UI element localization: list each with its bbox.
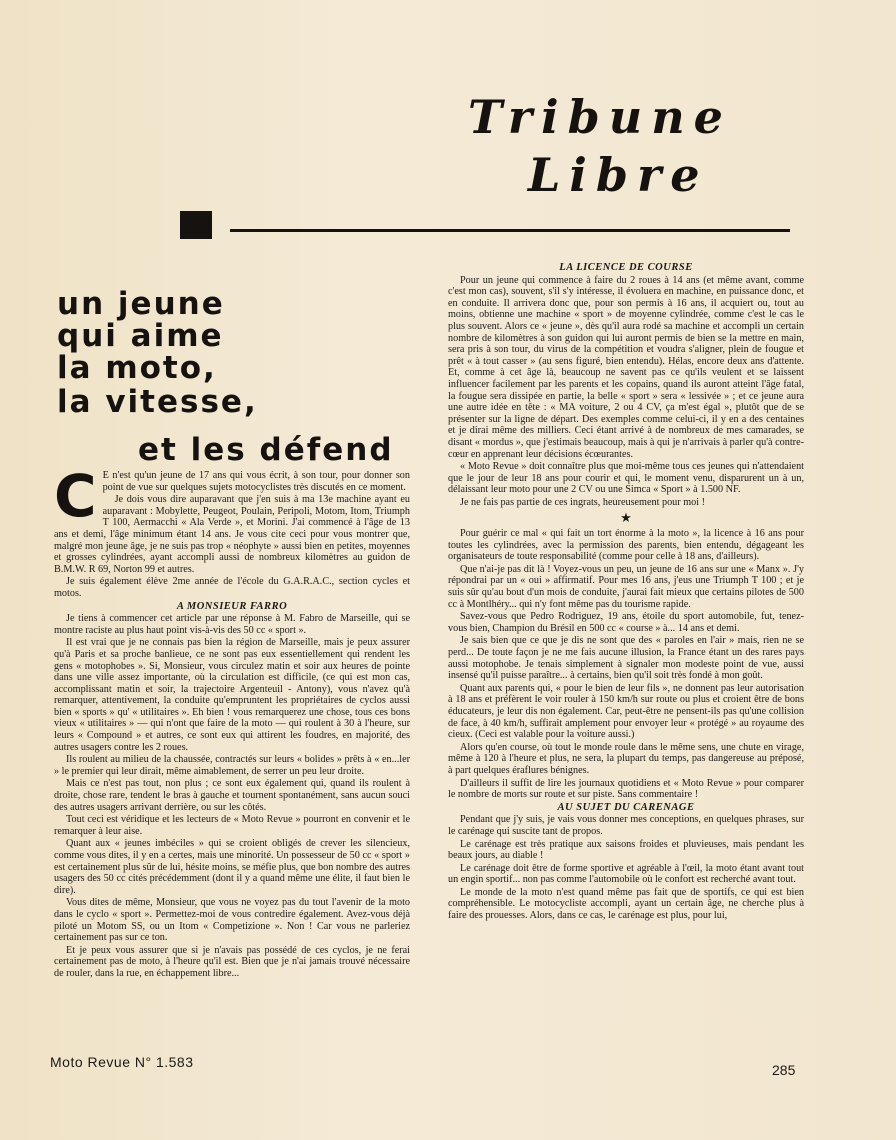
magazine-issue: Moto Revue N° 1.583 bbox=[50, 1054, 194, 1070]
paragraph: Le monde de la moto n'est quand même pas fait que de sportifs, ce qui est bien compréhensible. Le motocycliste accompli, ayant un certain âge, ne cherche plus à faire des prouesses. Alors, dans ce cas, le carénage est plus, pour lui, bbox=[448, 886, 804, 922]
paragraph: D'ailleurs il suffit de lire les journaux quotidiens et « Moto Revue » pour comparer le nombre de morts sur route et sur piste. Sans commentaire ! bbox=[448, 777, 804, 801]
paragraph: Et je peux vous assurer que si je n'avais pas possédé de ces cyclos, je ne ferai certainement pas de moto, à l'heure qu'il est. Bien que je n'ai jamais trouvé nécessaire de rouler, dans la rue, en échappement libre... bbox=[54, 944, 410, 979]
paragraph-text: E n'est qu'un jeune de 17 ans qui vous écrit, à son tour, pour donner son point de vue sur quelques sujets motocyclistes très discutés en ce moment. bbox=[102, 470, 410, 493]
paragraph: Je ne fais pas partie de ces ingrats, heureusement pour moi ! bbox=[460, 496, 705, 508]
paragraph: Le carénage doit être de forme sportive et agréable à l'œil, la moto étant avant tout un engin sportif... non pas comme l'automobile où le confort est recherché avant tout. bbox=[448, 862, 804, 886]
paragraph: Que n'ai-je pas dit là ! Voyez-vous un peu, un jeune de 16 ans sur une « Manx ». J'y répondrai par un « oui » affirmatif. Pour mes 16 ans, j'eus une Triumph T 100 ; et je suis sûr qu'au bout d'un mois de conduite, j'aurai fait mieux que certains pilotes de 500 cc à Montlhéry... qui n'y font même pas du tourisme rapide. bbox=[448, 563, 804, 610]
paragraph: Mais ce n'est pas tout, non plus ; ce sont eux également qui, quand ils roulent à droite, chose rare, tendent le bras à gauche et tournent spontanément, sans aucun souci des autres usagers arrivant derrière, ou sur les côtés. bbox=[54, 778, 410, 813]
section-heading: LA LICENCE DE COURSE bbox=[559, 262, 693, 273]
paragraph: Pour guérir ce mal « qui fait un tort énorme à la moto », la licence à 16 ans pour toutes les cylindrées, avec la permission des parents, bien entendu, dégageant les organisateurs de toute responsabilité (comme pour celle à 18 ans, d'ailleurs). bbox=[448, 528, 804, 563]
paragraph: Il est vrai que je ne connais pas bien la région de Marseille, mais je peux assurer qu'à Paris et sa proche banlieue, ce ne sont pas eux essentiellement qui rendent les gens « motophobes ». Si, Monsieur, vous circulez matin et soir aux heures de pointe dans une ville assez importante, où la circulation est difficile, (ce qui est mon cas, accomplissant matin et soir, la trajectoire Argenteuil - Antony), vous n'avez qu'à remarquer, attentivement, la conduite qu'empruntent les propriétaires de cyclos aussi bien « sports » qu' « utilitaires ». Eh bien ! vous remarquerez une chose, tous ces bons vieux « utilitaires » — qui n'ont que faire de la moto — qui roulent à 30 à l'heure, sur leurs « Compound » et autres, ce sont eux qui attirent les foudres, en majorité, des autres usagers contre les 2 roues. bbox=[54, 637, 410, 753]
paragraph: Le carénage est très pratique aux saisons froides et pluvieuses, mais pendant les beaux jours, au diable ! bbox=[448, 838, 804, 862]
paragraph: Savez-vous que Pedro Rodriguez, 19 ans, étoile du sport automobile, fut, tenez-vous bien, Champion du Brésil en 500 cc « course » à... 14 ans et demi. bbox=[448, 611, 804, 634]
paragraph: Je sais bien que ce que je dis ne sont que des « paroles en l'air » mais, rien ne se perd... De toute façon je ne me fais aucune illusion, la France étant un des rares pays aussi motophobe. Je tenais simplement à signaler mon modeste point de vue, aussi insensé qu'il puisse paraître... à certains, bien qu'il soit très fondé à mon goût. bbox=[448, 635, 804, 682]
headline-line-3: la moto, bbox=[57, 350, 217, 386]
paragraph: Tout ceci est véridique et les lecteurs de « Moto Revue » pourront en convenir et le remarquer à leur aise. bbox=[54, 814, 410, 837]
header-block-mark bbox=[180, 211, 212, 239]
paragraph: Ils roulent au milieu de la chaussée, contractés sur leurs « bolides » prêts à « en...ler » le premier qui leur dirait, même aimablement, de serrer un peu leur droite. bbox=[54, 754, 410, 777]
paragraph: Quant aux parents qui, « pour le bien de leur fils », ne donnent pas leur autorisation à 18 ans et préfèrent le voir rouler à 150 km/h sur route ou plus et croient être de bons éducateurs, je leur dis non également. Car, peut-être ne pensent-ils pas qu'une collision de face, à 40 km/h, suffirait amplement pour envoyer leur « protégé » au royaume des cieux. (Ceci est valable pour la voiture aussi.) bbox=[448, 682, 804, 741]
headline-line-4: la vitesse, bbox=[57, 384, 258, 420]
star-separator-icon: ★ bbox=[620, 510, 632, 526]
headline-line-5: et les défend bbox=[138, 432, 394, 468]
header-rule bbox=[230, 229, 790, 232]
section-heading: AU SUJET DU CARENAGE bbox=[557, 801, 695, 813]
paragraph: Quant aux « jeunes imbéciles » qui se croient obligés de crever les silencieux, comme vous dites, il y en a certes, mais une minorité. Un possesseur de 50 cc « sport » est certainement plus sûr de lui, hésite moins, se méfie plus, que bon nombre des autres usagers des 50 cc cités précédemment (dont il y a quand même une élite, il faut bien le dire). bbox=[54, 838, 410, 896]
section-heading: A MONSIEUR FARRO bbox=[176, 600, 288, 612]
paragraph: Pour un jeune qui commence à faire du 2 roues à 14 ans (et même avant, comme c'est mon cas), souvent, s'il s'y intéresse, il évoluera en machine, en puissance donc, et en conduite. Il arrivera donc que, pour son permis à 16 ans, il acquiert ou, tout au moins, obtienne une machine « sport » de moyenne cylindrée, comme c'est le cas le plus souvent. Alors ce « jeune », dès qu'il aura rodé sa machine et accompli un certain nombre de kilomètres à son guidon qui lui auront permis de bien se la mettre en main, sera pris à son tour, du virus de la compétition et voudra s'aligner, plein de fougue et prêt « à tout casser » (au sens figuré, bien entendu). Hélas, encore deux ans d'attente. Et, comme à cet âge là, beaucoup ne savent pas ce qu'ils veulent et se laissent influencer facilement par les parents et les copains, quand ils auront atteint l'âge fatal, la fougue sera dissipée en partie, la belle « sport » sera « lessivée » ; et ce jeune aura une autre idée en tête : « MA voiture, 2 ou 4 CV, ça m'est égal », plutôt que de se présenter sur la ligne de départ. Des exemples comme celui-ci, il y en a des centaines et je dirai même des milliers. Ceci étant arrivé à de nombreux de mes camarades, se disant « mordus », que j'estimais beaucoup, mais à qui je n'arrivais à parler qu'à contre-cœur en apprenant leur décisions écœurantes. bbox=[448, 274, 804, 460]
title-libre: Libre bbox=[528, 148, 709, 202]
paragraph: Je dois vous dire auparavant que j'en suis à ma 13e machine ayant eu auparavant : Mobylette, Peugeot, Poulain, Peripoli, Motom, Itom, Triumph T 100, Aermacchi « Ala Verde », et Morini. J'ai commencé à l'âge de 13 ans et demi, l'âge minimum étant 14 ans. Je vous cite ceci pour vous montrer que, malgré mon jeune âge, je ne suis pas trop « néophyte » aussi bien en petites, moyennes et grosses cylindrées, ayant accompli aussi de nombreux kilomètres au guidon de B.M.W. R 69, Norton 99 et autres. bbox=[54, 494, 410, 575]
right-column bbox=[448, 262, 804, 923]
title-tribune: Tribune bbox=[468, 90, 732, 144]
paragraph: Pendant que j'y suis, je vais vous donner mes conceptions, en quelques phrases, sur le carénage qui suscite tant de propos. bbox=[448, 814, 804, 837]
page-number: 285 bbox=[772, 1062, 796, 1078]
paragraph: Vous dites de même, Monsieur, que vous ne voyez pas du tout l'avenir de la moto dans le cyclo « sport ». Permettez-moi de vous contredire également. Avez-vous déjà piloté un Motom SS, ou un Itom « Competizione ». Non ! Car vous ne parleriez certainement pas sur ce ton. bbox=[54, 897, 410, 944]
paragraph: Je tiens à commencer cet article par une réponse à M. Fabro de Marseille, qui se montre raciste au plus haut point vis-à-vis des 50 cc « sport ». bbox=[54, 613, 410, 636]
paragraph: Alors qu'en course, où tout le monde roule dans le même sens, une chute en virage, même à 120 à l'heure et plus, ne sera, la plupart du temps, pas dangereuse au préposé, à part quelques éraflures bénignes. bbox=[448, 741, 804, 776]
drop-cap: C bbox=[54, 462, 97, 530]
left-column bbox=[54, 462, 410, 981]
paragraph: Je suis également élève 2me année de l'école du G.A.R.A.C., section cycles et motos. bbox=[54, 576, 410, 599]
headline-line-2: qui aime bbox=[57, 318, 224, 354]
headline-line-1: un jeune bbox=[57, 286, 225, 322]
paragraph: « Moto Revue » doit connaître plus que moi-même tous ces jeunes qui n'attendaient que le jour de leur 18 ans pour courir et qui, le moment venu, disparurent un à un, délaissant leur moto pour une 2 CV ou une Simca « Sport » à 1.500 NF. bbox=[448, 461, 804, 496]
intro-paragraph bbox=[54, 462, 410, 530]
